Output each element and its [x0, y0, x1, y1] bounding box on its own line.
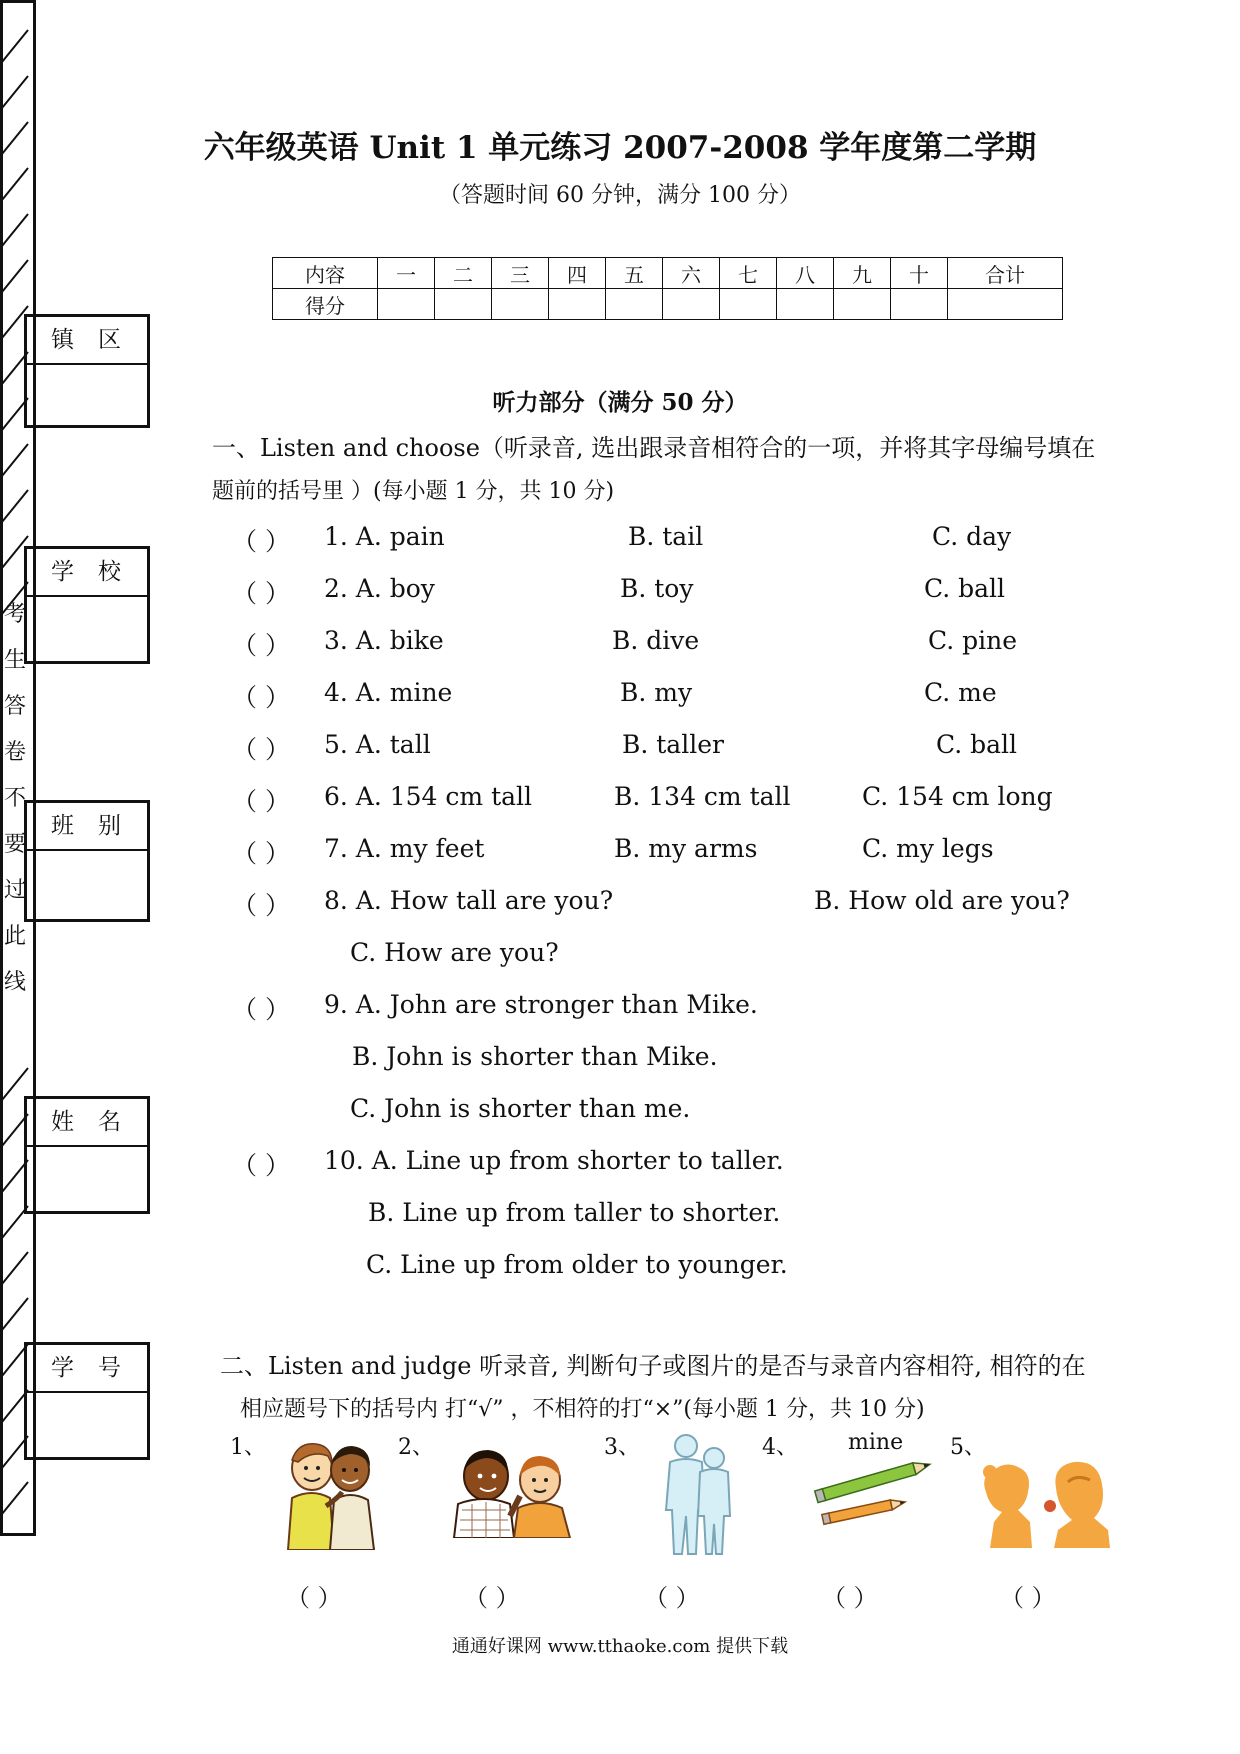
- question-row: [232, 782, 1112, 822]
- option-b: B. 134 cm tall: [614, 782, 791, 811]
- answer-paren[interactable]: （ ）: [232, 527, 290, 556]
- info-box-name: [24, 1096, 150, 1214]
- option-b: B. dive: [612, 626, 700, 655]
- answer-paren[interactable]: （ ）: [232, 891, 290, 920]
- option-c: C. Line up from older to younger.: [366, 1250, 788, 1279]
- seal-char: 答: [3, 694, 26, 719]
- option-b: B. How old are you?: [814, 886, 1070, 915]
- question-row: [232, 886, 1112, 926]
- option-b: B. tail: [628, 522, 704, 551]
- question-row: [232, 1146, 1112, 1186]
- score-table-score-cell[interactable]: [549, 289, 606, 320]
- score-table-score-cell[interactable]: [492, 289, 549, 320]
- picture-number: 4、: [762, 1435, 798, 1460]
- score-table-header-cell: 八: [777, 258, 834, 289]
- option-b: B. John is shorter than Mike.: [352, 1042, 718, 1071]
- seal-slash: [2, 444, 28, 476]
- seal-slash: [2, 30, 28, 62]
- question-row: [232, 626, 1112, 666]
- question-row: [232, 730, 1112, 770]
- option-a: 8. A. How tall are you?: [324, 886, 614, 915]
- option-c: C. How are you?: [350, 938, 559, 967]
- score-table-row-label: 得分: [273, 289, 378, 320]
- score-table-header-cell: 合计: [948, 258, 1063, 289]
- seal-slash: [2, 1298, 28, 1330]
- seal-slash: [2, 490, 28, 522]
- answer-paren[interactable]: （ ）: [232, 787, 290, 816]
- picture-number: 3、: [604, 1435, 640, 1460]
- section2-instruction-line2: 相应题号下的括号内 打“√” ，不相符的打“×”(每小题 1 分，共 10 分): [240, 1397, 925, 1422]
- seal-char: 卷: [3, 740, 26, 765]
- option-b: B. my: [620, 678, 693, 707]
- option-b: B. toy: [620, 574, 694, 603]
- question-row: [232, 938, 1112, 978]
- info-box-school: [24, 546, 150, 664]
- score-table-header-cell: 一: [378, 258, 435, 289]
- two-kids-icon: [278, 1436, 382, 1550]
- info-box-class: [24, 800, 150, 922]
- page-title: 六年级英语 Unit 1 单元练习 2007-2008 学年度第二学期: [203, 130, 1037, 166]
- answer-paren-2[interactable]: （ ）: [464, 1584, 520, 1612]
- score-table-header-row: [273, 258, 1063, 289]
- answer-paren[interactable]: （ ）: [232, 1151, 290, 1180]
- answer-paren[interactable]: （ ）: [232, 995, 290, 1024]
- option-a: 5. A. tall: [324, 730, 431, 759]
- two-figures-outline-icon: [658, 1432, 738, 1556]
- option-a: 4. A. mine: [324, 678, 453, 707]
- question-row: [232, 574, 1112, 614]
- answer-paren-1[interactable]: （ ）: [286, 1584, 342, 1612]
- score-table-score-cell[interactable]: [663, 289, 720, 320]
- option-a: 10. A. Line up from shorter to taller.: [324, 1146, 784, 1175]
- answer-paren[interactable]: （ ）: [232, 735, 290, 764]
- girls-silhouette-icon: [976, 1452, 1114, 1548]
- score-table: [272, 257, 1063, 320]
- info-box-label: 班别: [27, 803, 147, 851]
- question-row: [232, 990, 1112, 1030]
- section-heading-listening: 听力部分（满分 50 分）: [492, 389, 748, 416]
- option-a: 9. A. John are stronger than Mike.: [324, 990, 758, 1019]
- seal-char: 此: [3, 924, 26, 949]
- answer-paren[interactable]: （ ）: [232, 683, 290, 712]
- option-c: C. ball: [924, 574, 1006, 603]
- pencils-icon: [812, 1460, 938, 1526]
- seal-slash: [2, 1252, 28, 1284]
- option-a: 7. A. my feet: [324, 834, 485, 863]
- option-b: B. my arms: [614, 834, 758, 863]
- score-table-score-row: [273, 289, 1063, 320]
- answer-paren-5[interactable]: （ ）: [1000, 1584, 1056, 1612]
- option-b: B. taller: [622, 730, 724, 759]
- option-a: 1. A. pain: [324, 522, 445, 551]
- score-table-header-cell: 二: [435, 258, 492, 289]
- section2-instruction-line1: 二、Listen and judge 听录音, 判断句子或图片的是否与录音内容相符, 相符的在: [220, 1352, 1086, 1380]
- score-table-score-cell[interactable]: [720, 289, 777, 320]
- question-row: [232, 1042, 1112, 1082]
- seal-slash: [2, 76, 28, 108]
- option-c: C. John is shorter than me.: [350, 1094, 691, 1123]
- info-box-label: 镇区: [27, 317, 147, 365]
- option-c: C. my legs: [862, 834, 994, 863]
- option-c: C. me: [924, 678, 997, 707]
- seal-char: 生: [3, 648, 26, 673]
- info-box-label: 姓名: [27, 1099, 147, 1147]
- seal-slash: [2, 168, 28, 200]
- option-c: C. pine: [928, 626, 1018, 655]
- score-table-header-cell: 九: [834, 258, 891, 289]
- question-row: [232, 834, 1112, 874]
- seal-char: 考: [3, 602, 26, 627]
- seal-char: 线: [3, 970, 26, 995]
- score-table-score-cell[interactable]: [378, 289, 435, 320]
- two-boys-talking-icon: [450, 1446, 576, 1538]
- seal-slash: [2, 122, 28, 154]
- seal-slash: [2, 260, 28, 292]
- picture-number: 2、: [398, 1435, 434, 1460]
- section1-instruction-line2: 题前的括号里 ）(每小题 1 分，共 10 分): [212, 479, 615, 504]
- picture-number: 5、: [950, 1435, 986, 1460]
- picture-label-mine: mine: [848, 1430, 904, 1455]
- section1-instruction-line1: 一、Listen and choose（听录音, 选出跟录音相符合的一项，并将其字母编号填在: [212, 434, 1096, 462]
- score-table-header-cell: 三: [492, 258, 549, 289]
- question-row: [232, 1198, 1112, 1238]
- footer-text: 通通好课网 www.tthaoke.com 提供下载: [451, 1636, 789, 1657]
- question-row: [232, 678, 1112, 718]
- seal-slash: [2, 214, 28, 246]
- seal-char: 不: [3, 786, 26, 811]
- seal-char: 要: [3, 832, 26, 857]
- score-table-score-cell[interactable]: [777, 289, 834, 320]
- score-table-header-cell: 四: [549, 258, 606, 289]
- question-row: [232, 1094, 1112, 1134]
- answer-paren-3[interactable]: （ ）: [644, 1584, 700, 1612]
- score-table-header-cell: 七: [720, 258, 777, 289]
- answer-paren[interactable]: （ ）: [232, 839, 290, 868]
- answer-paren-4[interactable]: （ ）: [822, 1584, 878, 1612]
- option-a: 2. A. boy: [324, 574, 435, 603]
- score-table-score-cell[interactable]: [606, 289, 663, 320]
- page-subtitle: （答题时间 60 分钟，满分 100 分）: [439, 183, 801, 208]
- option-c: C. 154 cm long: [862, 782, 1053, 811]
- score-table-header-cell: 六: [663, 258, 720, 289]
- info-box-student-number: [24, 1342, 150, 1460]
- option-c: C. ball: [936, 730, 1018, 759]
- answer-paren[interactable]: （ ）: [232, 579, 290, 608]
- option-a: 3. A. bike: [324, 626, 444, 655]
- score-table-score-cell[interactable]: [948, 289, 1063, 320]
- seal-char: 过: [3, 878, 26, 903]
- score-table-header-cell: 内容: [273, 258, 378, 289]
- score-table-score-cell[interactable]: [891, 289, 948, 320]
- question-row: [232, 1250, 1112, 1290]
- option-a: 6. A. 154 cm tall: [324, 782, 533, 811]
- info-box-label: 学号: [27, 1345, 147, 1393]
- answer-paren[interactable]: （ ）: [232, 631, 290, 660]
- score-table-score-cell[interactable]: [834, 289, 891, 320]
- score-table-header-cell: 十: [891, 258, 948, 289]
- seal-strip: [0, 0, 36, 1536]
- score-table-score-cell[interactable]: [435, 289, 492, 320]
- info-box-town: [24, 314, 150, 428]
- info-box-label: 学校: [27, 549, 147, 597]
- question-row: [232, 522, 1112, 562]
- option-c: C. day: [932, 522, 1012, 551]
- seal-slash: [2, 1482, 28, 1514]
- score-table-header-cell: 五: [606, 258, 663, 289]
- option-b: B. Line up from taller to shorter.: [368, 1198, 781, 1227]
- picture-number: 1、: [230, 1435, 266, 1460]
